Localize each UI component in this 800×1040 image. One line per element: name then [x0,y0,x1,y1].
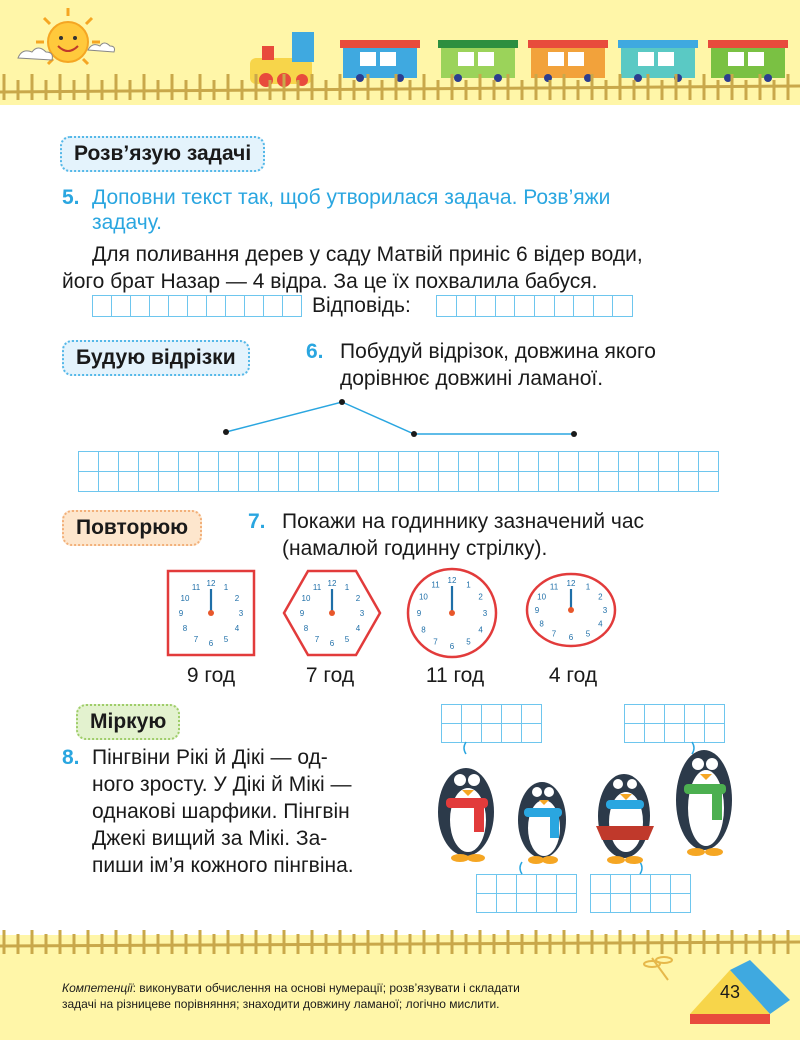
clock-numeral: 8 [303,624,309,633]
task-number: 5. [62,186,80,209]
penguin-icon [438,768,494,862]
clock-numeral: 3 [238,609,244,618]
clock-numeral: 10 [418,592,428,602]
answer-label: Відповідь: [312,294,411,317]
section-badge-review: Повторюю [62,510,202,546]
dragonfly-icon [644,957,672,980]
clock-label-4: 4 год [548,664,598,687]
task8-line: ного зросту. У Дікі й Мікі — [92,773,352,796]
clock-numeral: 7 [433,637,438,647]
clock-numeral: 1 [585,582,591,592]
fence-decoration [0,930,800,954]
clock-numeral: 3 [359,609,365,618]
clock-numeral: 5 [585,629,591,639]
clock-numeral: 3 [602,606,608,615]
clock-numeral: 9 [299,609,305,618]
clock-numeral: 1 [223,583,229,592]
clock-numeral: 12 [566,579,576,588]
clock-numeral: 9 [416,609,422,618]
clock-numeral: 11 [191,583,201,592]
section-badge-solve: Розв’язую задачі [60,136,265,172]
arrow-icon [464,742,694,874]
clock-label-9: 9 год [186,664,236,687]
clock-numeral: 10 [537,592,547,602]
clock-numeral: 12 [447,576,457,585]
clock-numeral: 6 [568,633,574,642]
penguin-icon [596,774,654,864]
task5-instruction-line1: Доповни текст так, щоб утворилася задача. Розв’яжи [92,186,611,209]
clock-numeral: 12 [206,579,216,588]
answer-cell[interactable] [631,894,651,913]
clock-numeral: 1 [344,583,350,592]
task8-line: однакові шарфики. Пінгвін [92,800,350,823]
clock-label-11: 11 год [425,664,485,687]
task-number: 8. [62,746,80,769]
section-badge-segments: Будую відрізки [62,340,250,376]
clock-numeral: 11 [312,583,322,592]
answer-cell[interactable] [497,894,517,913]
clock-numeral: 2 [355,594,361,603]
task5-instruction-line2: задачу. [92,211,162,234]
clock-numeral: 4 [598,619,603,629]
clock-numeral: 8 [539,619,544,629]
task8-line: пиши ім’я кожного пінгвіна. [92,854,354,877]
task-number: 6. [306,340,324,363]
page-number: 43 [719,982,741,1002]
clock-numeral: 12 [327,579,337,588]
clock-numeral: 4 [478,625,483,635]
clock-numeral: 8 [182,624,188,633]
clock-numeral: 2 [234,594,240,603]
clock-numeral: 10 [180,594,190,603]
task8-line: Пінгвіни Рікі й Дікі — од- [92,746,328,769]
answer-cell[interactable] [591,894,611,913]
competencies-text-line1: : виконувати обчислення на основі нумерації; розв’язувати і складати [132,981,520,995]
clock-numeral: 11 [431,580,440,590]
clock-numeral: 9 [178,609,184,618]
task6-text-line2: дорівнює довжині ламаної. [340,367,604,390]
penguin-icon [676,750,732,856]
clock-numeral: 11 [549,582,559,592]
clock-numeral: 9 [534,606,540,615]
answer-cell[interactable] [611,894,631,913]
clock-numeral: 7 [314,635,320,644]
clock-label-7: 7 год [305,664,355,687]
task-number: 7. [248,510,266,533]
clock-numeral: 10 [301,594,311,603]
task7-text-line2: (намалюй годинну стрілку). [282,537,548,560]
task8-line: Джекі вищий за Мікі. За- [92,827,328,850]
clock-numeral: 2 [598,592,603,602]
answer-cell[interactable] [477,894,497,913]
clock-numeral: 5 [344,635,350,644]
clock-numeral: 3 [482,609,488,618]
clock-numeral: 4 [234,624,240,633]
competencies-label: Компетенції [62,981,133,995]
clock-numeral: 7 [193,635,199,644]
clock-numeral: 8 [421,625,426,635]
clock-numeral: 5 [223,635,229,644]
competencies-note [62,980,642,1012]
answer-cell[interactable] [671,894,691,913]
clock-numeral: 6 [449,642,455,651]
clock-numeral: 6 [329,639,335,648]
clock-numeral: 2 [478,592,483,602]
answer-cell[interactable] [557,894,577,913]
task5-text-line2: його брат Назар — 4 відра. За це їх похвалила бабуся. [62,270,598,293]
answer-cell[interactable] [537,894,557,913]
competencies-text-line2: задачі на різницеве порівняння; знаходити довжину ламаної; логічно мислити. [62,997,500,1011]
clock-numeral: 1 [466,580,471,590]
task7-text-line1: Покажи на годиннику зазначений час [282,510,645,533]
clock-numeral: 6 [208,639,214,648]
answer-cell[interactable] [651,894,671,913]
section-badge-reasoning: Міркую [76,704,180,740]
penguin-icon [518,782,566,864]
task6-text-line1: Побудуй відрізок, довжина якого [340,340,656,363]
clock-numeral: 5 [466,637,471,647]
task5-text-line1: Для поливання дерев у саду Матвій приніс 6 відер води, [92,243,643,266]
answer-cell[interactable] [517,894,537,913]
clock-numeral: 7 [551,629,557,639]
clock-numeral: 4 [355,624,361,633]
